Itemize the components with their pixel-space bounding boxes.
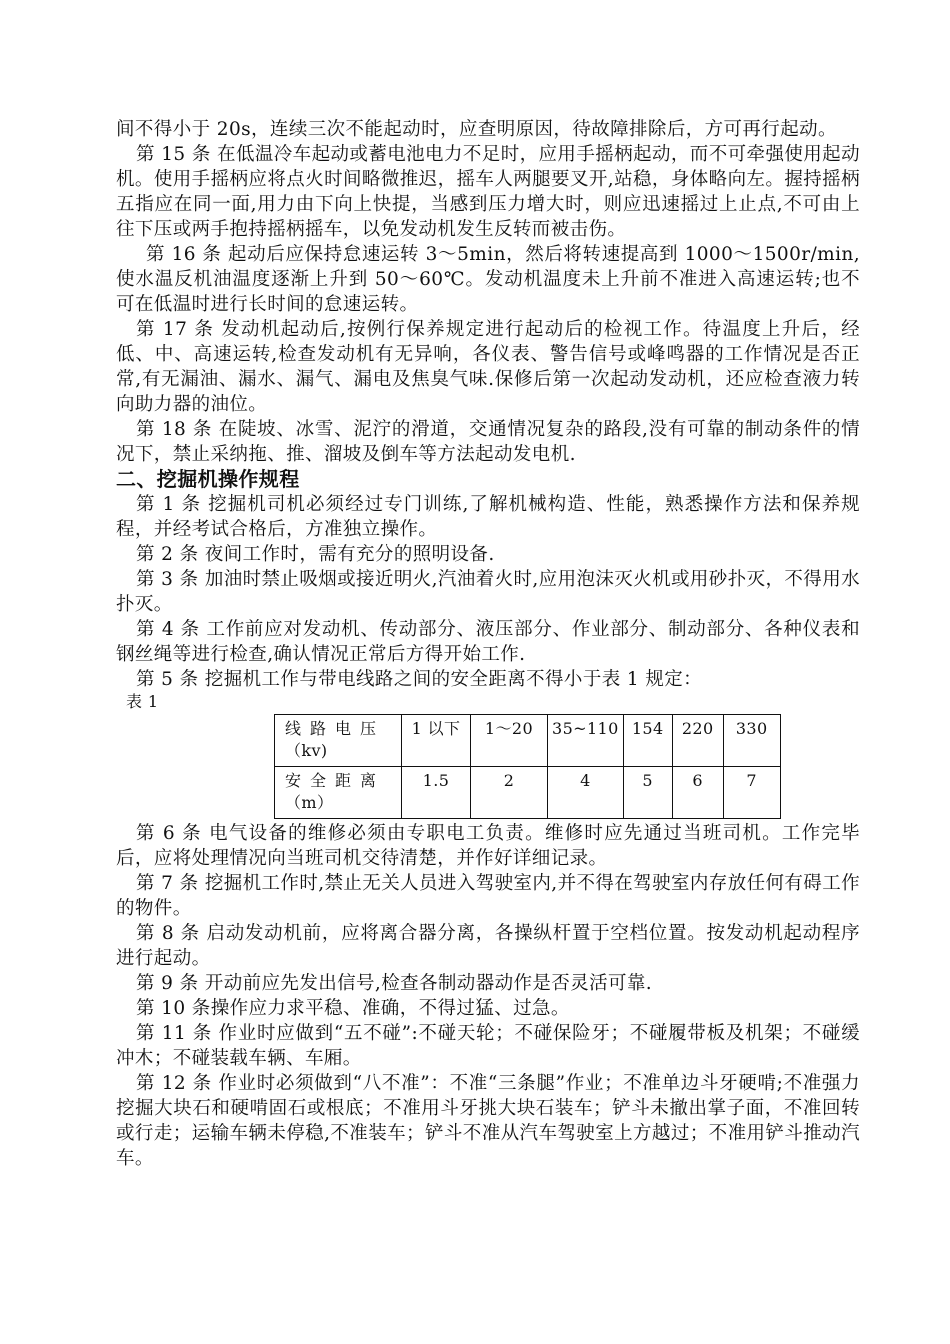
section-title: 二、挖掘机操作规程 (116, 467, 300, 491)
article-18: 第 18 条 在陡坡、冰雪、泥泞的滑道，交通情况复杂的路段,没有可靠的制动条件的情况下，禁止采纳拖、推、溜坡及倒车等方法起动发电机. (116, 419, 860, 465)
table-cell: 6 (672, 767, 723, 819)
article-2: 第 2 条 夜间工作时，需有充分的照明设备. (136, 544, 495, 565)
table-header-cell (275, 715, 402, 767)
table-cell: 4 (548, 767, 624, 819)
table-cell: 1.5 (402, 767, 471, 819)
article-1: 第 1 条 挖掘机司机必须经过专门训练,了解机械构造、性能，熟悉操作方法和保养规程，并经考试合格后，方准独立操作。 (116, 494, 860, 540)
article-11: 第 11 条 作业时应做到“五不碰”:不碰天轮；不碰保险牙；不碰履带板及机架；不碰缓冲木；不碰装载车辆、车厢。 (116, 1023, 860, 1069)
article-8: 第 8 条 启动发动机前，应将离合器分离，各操纵杆置于空档位置。按发动机起动程序进行起动。 (116, 923, 860, 969)
table-cell: 220 (672, 715, 723, 767)
article-12: 第 12 条 作业时必须做到“八不准”：不准“三条腿”作业；不准单边斗牙硬啃;不准强力挖掘大块石和硬啃固石或根底；不准用斗牙挑大块石装车；铲斗未撤出掌子面，不准回转或行走；运输车辆未停稳,不准装车；铲斗不准从汽车驾驶室上方越过；不准用铲斗推动汽车。 (116, 1073, 860, 1169)
distance-unit: （m） (285, 793, 334, 812)
table-cell: 7 (723, 767, 780, 819)
table-caption: 表 1 (126, 692, 159, 711)
article-4: 第 4 条 工作前应对发动机、传动部分、液压部分、作业部分、制动部分、各种仪表和钢丝绳等进行检查,确认情况正常后方得开始工作. (116, 619, 860, 665)
article-6: 第 6 条 电气设备的维修必须由专职电工负责。维修时应先通过当班司机。工作完毕后，应将处理情况向当班司机交待清楚，并作好详细记录。 (116, 823, 860, 869)
table-cell: 154 (623, 715, 672, 767)
article-9: 第 9 条 开动前应先发出信号,检查各制动器动作是否灵活可靠. (136, 973, 653, 994)
article-10: 第 10 条操作应力求平稳、准确，不得过猛、过急。 (136, 998, 570, 1019)
article-17: 第 17 条 发动机起动后,按例行保养规定进行起动后的检视工作。待温度上升后，经低、中、高速运转,检查发动机有无异响，各仪表、警告信号或峰鸣器的工作情况是否正常,有无漏油、漏水、漏气、漏电及焦臭气味.保修后第一次起动发动机，还应检查液力转向助力器的油位。 (116, 319, 860, 415)
paragraph-continuation: 间不得小于 20s，连续三次不能起动时，应查明原因，待故障排除后，方可再行起动。 (116, 119, 837, 140)
table-row (275, 715, 781, 767)
voltage-unit: （kv) (285, 741, 328, 760)
table-row (275, 767, 781, 819)
article-16: 第 16 条 起动后应保持怠速运转 3～5min，然后将转速提高到 1000～1500r/min,使水温反机油温度逐渐上升到 50～60℃。发动机温度未上升前不准进入高速运转;也不可在低温时进行长时间的怠速运转。 (116, 244, 860, 315)
article-15: 第 15 条 在低温冷车起动或蓄电池电力不足时，应用手摇柄起动，而不可牵强使用起动机。使用手摇柄应将点火时间略微推迟，摇车人两腿要叉开,站稳，身体略向左。握持摇柄五指应在同一面,用力由下向上快提，当感到压力增大时，则应迅速摇过上止点,不可由上往下压或两手抱持摇柄摇车，以免发动机发生反转而被击伤。 (116, 144, 860, 240)
article-5: 第 5 条 挖掘机工作与带电线路之间的安全距离不得小于表 1 规定： (136, 669, 703, 690)
table-cell: 330 (723, 715, 780, 767)
article-3: 第 3 条 加油时禁止吸烟或接近明火,汽油着火时,应用泡沫灭火机或用砂扑灭，不得用水扑灭。 (116, 569, 860, 615)
voltage-label: 线路电压 (285, 719, 386, 738)
table-cell: 1 以下 (402, 715, 471, 767)
safety-distance-table (274, 714, 781, 819)
table-cell: 35~110 (548, 715, 624, 767)
table-cell: 1～20 (471, 715, 548, 767)
table-cell: 5 (623, 767, 672, 819)
distance-label: 安全距离 (285, 771, 386, 790)
table-header-cell (275, 767, 402, 819)
table-cell: 2 (471, 767, 548, 819)
article-7: 第 7 条 挖掘机工作时,禁止无关人员进入驾驶室内,并不得在驾驶室内存放任何有碍工作的物件。 (116, 873, 860, 919)
document-body (116, 117, 860, 1171)
